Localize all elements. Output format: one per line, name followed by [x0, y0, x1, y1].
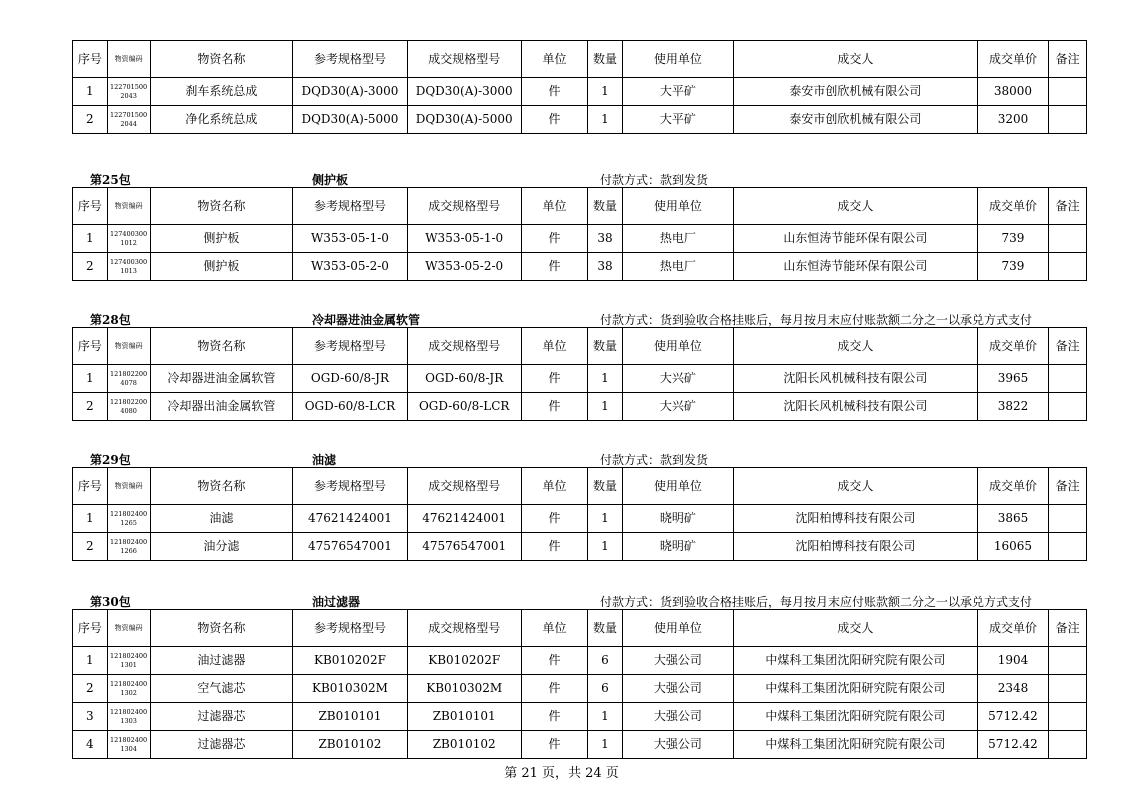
header-row: [73, 41, 1087, 78]
cell-price: 739: [977, 225, 1048, 253]
cell-price: 2348: [977, 675, 1048, 703]
package-number: 第29包: [90, 453, 131, 467]
table-row: [73, 106, 1087, 134]
cell-price: 3200: [977, 106, 1048, 134]
cell-code: 121802400 1301: [107, 647, 150, 675]
page-footer: 第 21 页，共 24 页: [504, 766, 619, 781]
header-seq: 序号: [73, 188, 108, 225]
cell-price: 3865: [977, 505, 1048, 533]
payment-terms: 付款方式：货到验收合格挂账后，每月按月末应付账款额二分之一以承兑方式支付: [600, 595, 1033, 609]
cell-user-unit: 大强公司: [622, 731, 733, 759]
cell-deal-spec: 47576547001: [407, 533, 521, 561]
header-user-unit: 使用单位: [622, 468, 733, 505]
cell-code: 121802400 1302: [107, 675, 150, 703]
payment-terms: 付款方式：款到发货: [600, 453, 709, 467]
cell-winner: 中煤科工集团沈阳研究院有限公司: [733, 731, 977, 759]
cell-name: 油滤: [150, 505, 293, 533]
header-winner: 成交人: [733, 468, 977, 505]
header-ref-spec: 参考规格型号: [293, 188, 407, 225]
header-deal-spec: 成交规格型号: [407, 41, 521, 78]
package-number: 第30包: [90, 595, 131, 609]
cell-ref-spec: KB010202F: [293, 647, 407, 675]
cell-code: 127400300 1013: [107, 253, 150, 281]
cell-unit: 件: [521, 78, 587, 106]
cell-user-unit: 大平矿: [622, 78, 733, 106]
package-table: [72, 40, 1087, 134]
cell-name: 冷却器进油金属软管: [150, 365, 293, 393]
header-deal-spec: 成交规格型号: [407, 468, 521, 505]
cell-seq: 2: [73, 253, 108, 281]
cell-code: 121802200 4078: [107, 365, 150, 393]
package-header: [72, 171, 1087, 187]
package-name: 油滤: [312, 453, 337, 467]
header-winner: 成交人: [733, 328, 977, 365]
cell-note: [1049, 253, 1087, 281]
header-qty: 数量: [588, 468, 623, 505]
package-header: [72, 451, 1087, 467]
header-user-unit: 使用单位: [622, 610, 733, 647]
package-table: [72, 327, 1087, 421]
cell-seq: 4: [73, 731, 108, 759]
cell-qty: 1: [588, 106, 623, 134]
table-row: [73, 675, 1087, 703]
cell-name: 过滤器芯: [150, 703, 293, 731]
cell-deal-spec: W353-05-2-0: [407, 253, 521, 281]
header-seq: 序号: [73, 41, 108, 78]
cell-name: 冷却器出油金属软管: [150, 393, 293, 421]
package-header: [72, 593, 1087, 609]
cell-code: 121802400 1266: [107, 533, 150, 561]
cell-user-unit: 大强公司: [622, 703, 733, 731]
cell-note: [1049, 675, 1087, 703]
header-code: 物资编码: [107, 328, 150, 365]
package-block: [72, 451, 1087, 561]
cell-price: 16065: [977, 533, 1048, 561]
cell-name: 空气滤芯: [150, 675, 293, 703]
header-name: 物资名称: [150, 610, 293, 647]
cell-ref-spec: 47576547001: [293, 533, 407, 561]
cell-qty: 6: [588, 675, 623, 703]
header-ref-spec: 参考规格型号: [293, 610, 407, 647]
package-header: [72, 311, 1087, 327]
cell-deal-spec: DQD30(A)-5000: [407, 106, 521, 134]
cell-seq: 2: [73, 675, 108, 703]
cell-note: [1049, 647, 1087, 675]
payment-terms: 付款方式：款到发货: [600, 173, 709, 187]
cell-code: 122701500 2044: [107, 106, 150, 134]
header-deal-spec: 成交规格型号: [407, 188, 521, 225]
cell-code: 121802400 1265: [107, 505, 150, 533]
cell-user-unit: 晓明矿: [622, 533, 733, 561]
cell-winner: 中煤科工集团沈阳研究院有限公司: [733, 703, 977, 731]
cell-price: 1904: [977, 647, 1048, 675]
header-row: [73, 468, 1087, 505]
cell-winner: 中煤科工集团沈阳研究院有限公司: [733, 647, 977, 675]
cell-user-unit: 热电厂: [622, 225, 733, 253]
cell-winner: 沈阳长风机械科技有限公司: [733, 365, 977, 393]
header-ref-spec: 参考规格型号: [293, 41, 407, 78]
package-name: 冷却器进油金属软管: [312, 313, 421, 327]
package-table: [72, 187, 1087, 281]
header-row: [73, 328, 1087, 365]
header-row: [73, 610, 1087, 647]
package-number: 第25包: [90, 173, 131, 187]
header-seq: 序号: [73, 328, 108, 365]
package-name: 侧护板: [312, 173, 349, 187]
cell-qty: 38: [588, 253, 623, 281]
cell-price: 38000: [977, 78, 1048, 106]
table-row: [73, 703, 1087, 731]
cell-ref-spec: OGD-60/8-LCR: [293, 393, 407, 421]
cell-qty: 1: [588, 505, 623, 533]
cell-name: 油分滤: [150, 533, 293, 561]
cell-unit: 件: [521, 703, 587, 731]
header-name: 物资名称: [150, 468, 293, 505]
header-price: 成交单价: [977, 188, 1048, 225]
cell-winner: 中煤科工集团沈阳研究院有限公司: [733, 675, 977, 703]
cell-code: 127400300 1012: [107, 225, 150, 253]
header-deal-spec: 成交规格型号: [407, 610, 521, 647]
table-row: [73, 78, 1087, 106]
cell-qty: 1: [588, 533, 623, 561]
header-ref-spec: 参考规格型号: [293, 468, 407, 505]
header-qty: 数量: [588, 188, 623, 225]
cell-code: 121802400 1303: [107, 703, 150, 731]
cell-price: 739: [977, 253, 1048, 281]
cell-deal-spec: ZB010102: [407, 731, 521, 759]
table-row: [73, 731, 1087, 759]
cell-deal-spec: DQD30(A)-3000: [407, 78, 521, 106]
cell-code: 121802400 1304: [107, 731, 150, 759]
cell-ref-spec: OGD-60/8-JR: [293, 365, 407, 393]
cell-note: [1049, 225, 1087, 253]
table-row: [73, 505, 1087, 533]
cell-ref-spec: 47621424001: [293, 505, 407, 533]
header-qty: 数量: [588, 41, 623, 78]
package-block: [72, 171, 1087, 281]
header-unit: 单位: [521, 468, 587, 505]
cell-qty: 6: [588, 647, 623, 675]
cell-ref-spec: DQD30(A)-3000: [293, 78, 407, 106]
cell-qty: 1: [588, 78, 623, 106]
cell-code: 121802200 4080: [107, 393, 150, 421]
cell-seq: 1: [73, 505, 108, 533]
header-unit: 单位: [521, 610, 587, 647]
cell-note: [1049, 533, 1087, 561]
cell-ref-spec: W353-05-2-0: [293, 253, 407, 281]
cell-user-unit: 大强公司: [622, 675, 733, 703]
cell-qty: 1: [588, 393, 623, 421]
cell-price: 5712.42: [977, 703, 1048, 731]
cell-deal-spec: 47621424001: [407, 505, 521, 533]
header-price: 成交单价: [977, 328, 1048, 365]
header-deal-spec: 成交规格型号: [407, 328, 521, 365]
header-price: 成交单价: [977, 610, 1048, 647]
cell-unit: 件: [521, 393, 587, 421]
package-number: 第28包: [90, 313, 131, 327]
cell-deal-spec: W353-05-1-0: [407, 225, 521, 253]
header-price: 成交单价: [977, 41, 1048, 78]
cell-note: [1049, 106, 1087, 134]
header-name: 物资名称: [150, 328, 293, 365]
cell-seq: 3: [73, 703, 108, 731]
cell-user-unit: 热电厂: [622, 253, 733, 281]
cell-seq: 1: [73, 365, 108, 393]
cell-seq: 1: [73, 225, 108, 253]
header-user-unit: 使用单位: [622, 328, 733, 365]
cell-code: 122701500 2043: [107, 78, 150, 106]
header-ref-spec: 参考规格型号: [293, 328, 407, 365]
cell-name: 侧护板: [150, 253, 293, 281]
cell-name: 侧护板: [150, 225, 293, 253]
cell-deal-spec: KB010302M: [407, 675, 521, 703]
header-unit: 单位: [521, 328, 587, 365]
cell-name: 净化系统总成: [150, 106, 293, 134]
payment-terms: 付款方式：货到验收合格挂账后，每月按月末应付账款额二分之一以承兑方式支付: [600, 313, 1033, 327]
cell-seq: 2: [73, 533, 108, 561]
cell-name: 油过滤器: [150, 647, 293, 675]
table-row: [73, 393, 1087, 421]
header-row: [73, 188, 1087, 225]
header-note: 备注: [1049, 610, 1087, 647]
cell-note: [1049, 731, 1087, 759]
cell-unit: 件: [521, 731, 587, 759]
cell-user-unit: 大兴矿: [622, 365, 733, 393]
table-row: [73, 365, 1087, 393]
header-note: 备注: [1049, 468, 1087, 505]
cell-winner: 山东恒涛节能环保有限公司: [733, 253, 977, 281]
table-row: [73, 253, 1087, 281]
package-name: 油过滤器: [312, 595, 361, 609]
header-user-unit: 使用单位: [622, 188, 733, 225]
header-winner: 成交人: [733, 188, 977, 225]
cell-winner: 泰安市创欣机械有限公司: [733, 106, 977, 134]
cell-seq: 1: [73, 78, 108, 106]
cell-winner: 沈阳柏博科技有限公司: [733, 505, 977, 533]
cell-seq: 1: [73, 647, 108, 675]
cell-winner: 沈阳柏博科技有限公司: [733, 533, 977, 561]
header-seq: 序号: [73, 610, 108, 647]
cell-seq: 2: [73, 106, 108, 134]
header-unit: 单位: [521, 41, 587, 78]
header-note: 备注: [1049, 328, 1087, 365]
cell-unit: 件: [521, 365, 587, 393]
cell-unit: 件: [521, 253, 587, 281]
package-table: [72, 467, 1087, 561]
cell-unit: 件: [521, 225, 587, 253]
header-code: 物资编码: [107, 610, 150, 647]
cell-ref-spec: KB010302M: [293, 675, 407, 703]
cell-price: 5712.42: [977, 731, 1048, 759]
cell-user-unit: 大兴矿: [622, 393, 733, 421]
table-row: [73, 225, 1087, 253]
header-unit: 单位: [521, 188, 587, 225]
cell-unit: 件: [521, 505, 587, 533]
cell-note: [1049, 505, 1087, 533]
header-winner: 成交人: [733, 41, 977, 78]
cell-name: 刹车系统总成: [150, 78, 293, 106]
cell-price: 3965: [977, 365, 1048, 393]
cell-unit: 件: [521, 647, 587, 675]
cell-user-unit: 晓明矿: [622, 505, 733, 533]
cell-seq: 2: [73, 393, 108, 421]
cell-note: [1049, 703, 1087, 731]
cell-winner: 沈阳长风机械科技有限公司: [733, 393, 977, 421]
cell-ref-spec: ZB010102: [293, 731, 407, 759]
cell-ref-spec: ZB010101: [293, 703, 407, 731]
cell-note: [1049, 78, 1087, 106]
cell-qty: 1: [588, 703, 623, 731]
cell-winner: 泰安市创欣机械有限公司: [733, 78, 977, 106]
header-name: 物资名称: [150, 188, 293, 225]
cell-qty: 1: [588, 731, 623, 759]
table-row: [73, 647, 1087, 675]
header-qty: 数量: [588, 328, 623, 365]
header-seq: 序号: [73, 468, 108, 505]
header-user-unit: 使用单位: [622, 41, 733, 78]
cell-ref-spec: DQD30(A)-5000: [293, 106, 407, 134]
cell-note: [1049, 365, 1087, 393]
cell-deal-spec: KB010202F: [407, 647, 521, 675]
header-price: 成交单价: [977, 468, 1048, 505]
cell-deal-spec: OGD-60/8-LCR: [407, 393, 521, 421]
cell-user-unit: 大强公司: [622, 647, 733, 675]
cell-qty: 38: [588, 225, 623, 253]
header-code: 物资编码: [107, 188, 150, 225]
cell-qty: 1: [588, 365, 623, 393]
package-block: [72, 40, 1087, 134]
cell-user-unit: 大平矿: [622, 106, 733, 134]
cell-note: [1049, 393, 1087, 421]
header-qty: 数量: [588, 610, 623, 647]
header-winner: 成交人: [733, 610, 977, 647]
table-row: [73, 533, 1087, 561]
header-code: 物资编码: [107, 468, 150, 505]
cell-winner: 山东恒涛节能环保有限公司: [733, 225, 977, 253]
header-code: 物资编码: [107, 41, 150, 78]
package-block: [72, 311, 1087, 421]
cell-ref-spec: W353-05-1-0: [293, 225, 407, 253]
cell-unit: 件: [521, 106, 587, 134]
header-note: 备注: [1049, 188, 1087, 225]
header-note: 备注: [1049, 41, 1087, 78]
cell-deal-spec: OGD-60/8-JR: [407, 365, 521, 393]
cell-price: 3822: [977, 393, 1048, 421]
cell-unit: 件: [521, 675, 587, 703]
package-table: [72, 609, 1087, 759]
header-name: 物资名称: [150, 41, 293, 78]
cell-name: 过滤器芯: [150, 731, 293, 759]
cell-deal-spec: ZB010101: [407, 703, 521, 731]
package-block: [72, 593, 1087, 759]
cell-unit: 件: [521, 533, 587, 561]
